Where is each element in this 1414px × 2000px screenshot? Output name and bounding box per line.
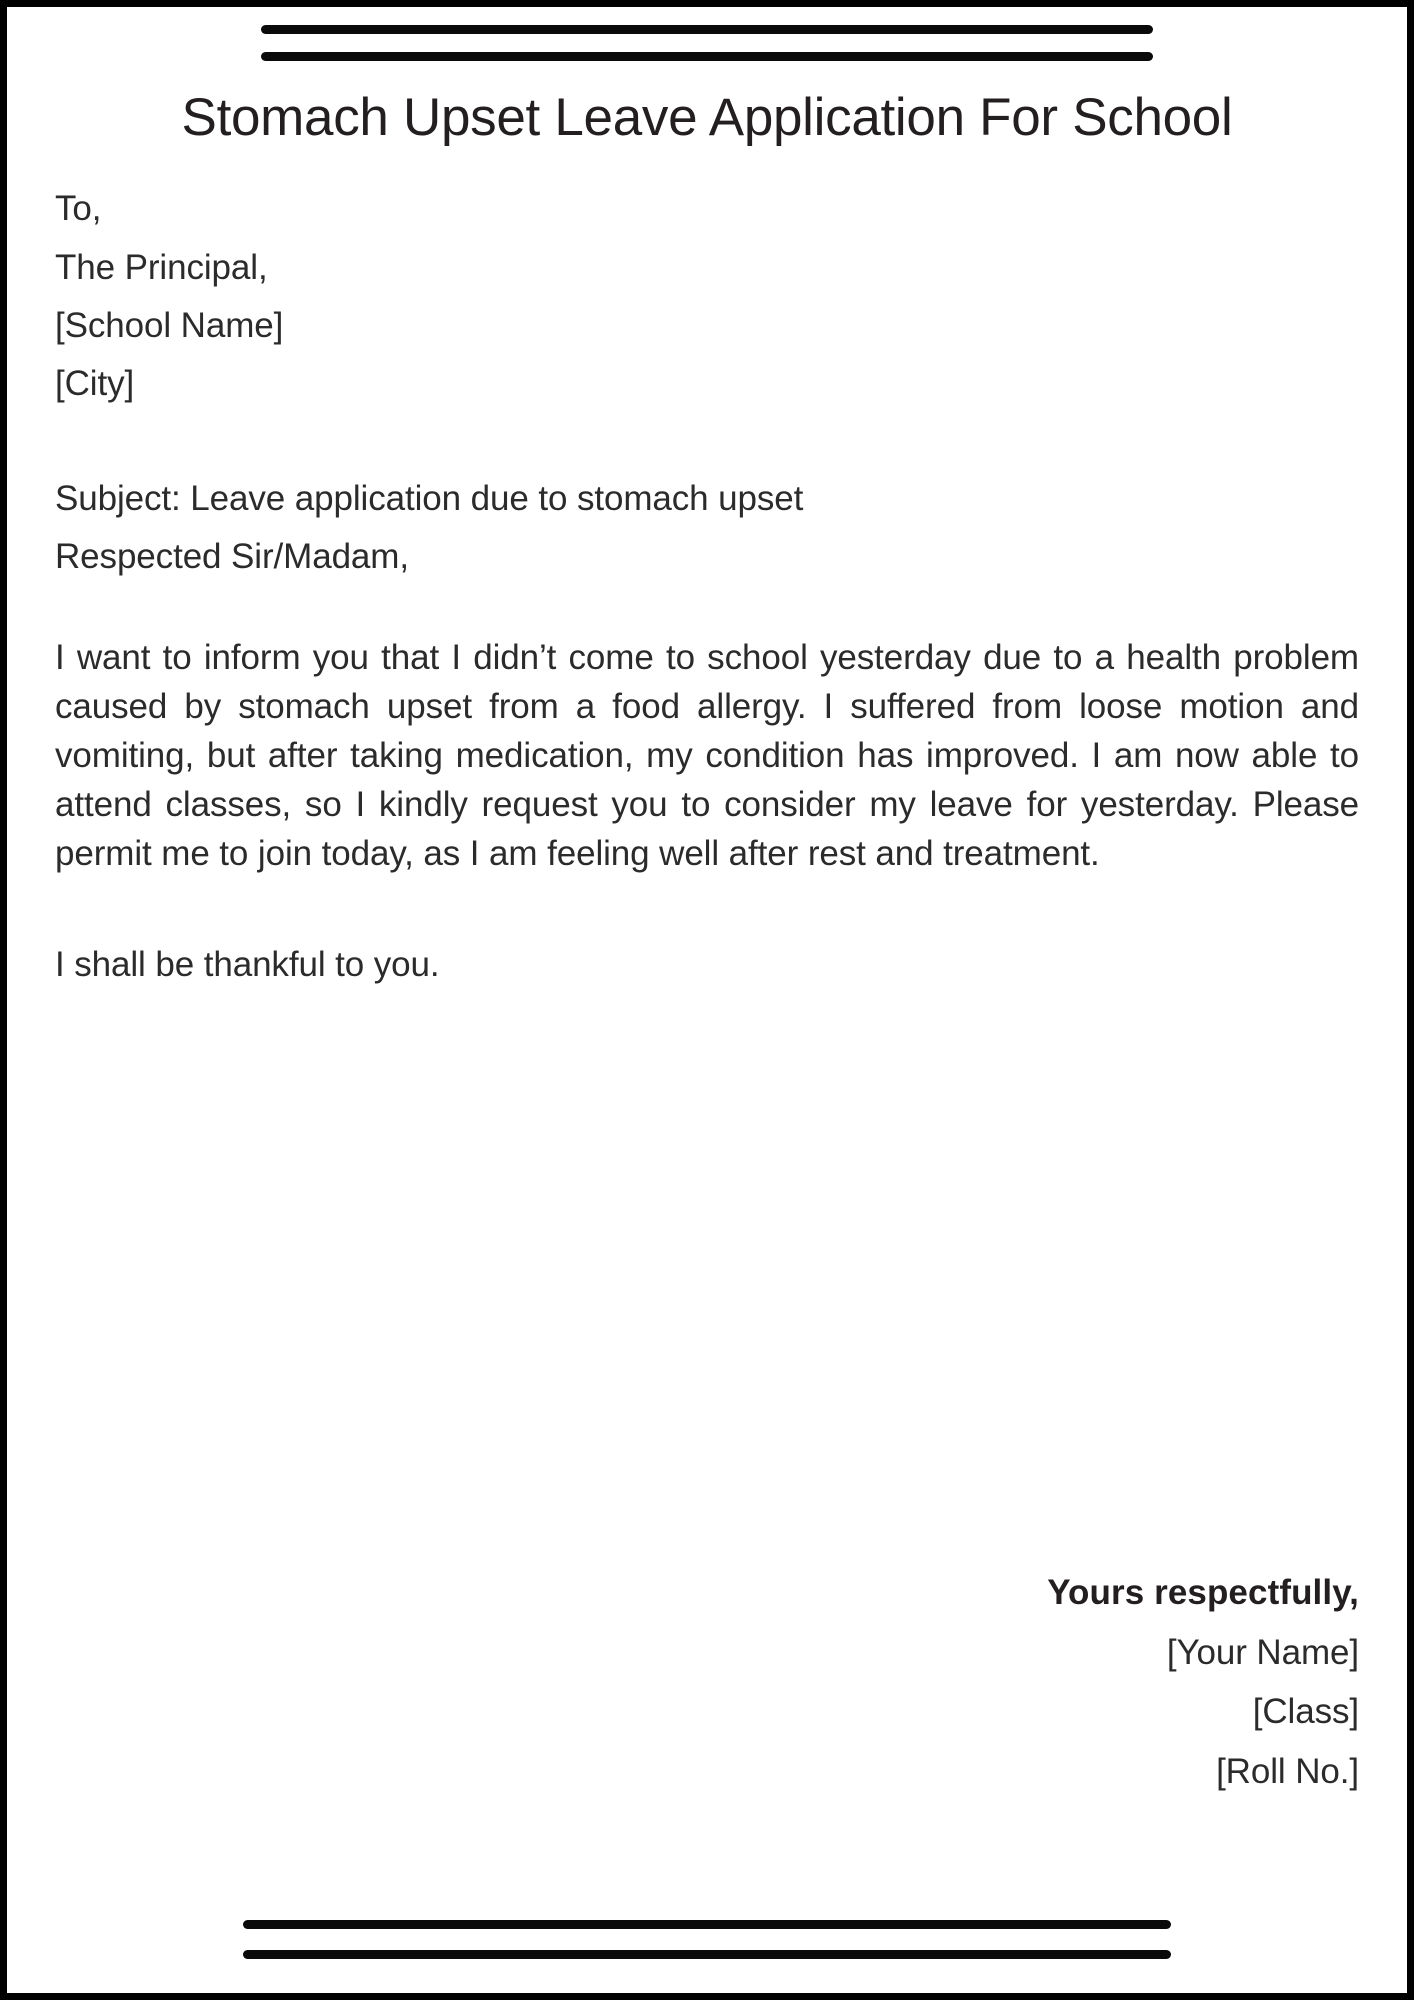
signer-class-placeholder: [Class] [1252, 1692, 1359, 1731]
address-block [55, 180, 1359, 414]
addressee-line: The Principal, [55, 247, 268, 287]
city-placeholder: [City] [55, 364, 135, 404]
top-rule-2 [261, 52, 1153, 61]
bottom-rule-decoration [7, 1920, 1407, 1959]
valediction: Yours respectfully, [1047, 1573, 1359, 1612]
body-paragraph: I want to inform you that I didn’t come to school yesterday due to a health problem caused by stomach upset from a food allergy. I suffered from loose motion and vomiting, but after taking medication, my condition has improved. I am now able to attend classes, so I kindly request you to consider my leave for yesterday. Please permit me to join today, as I am feeling well after rest and treatment. [55, 637, 1359, 873]
spacer-after-address [55, 414, 1359, 470]
top-rule-1 [261, 25, 1153, 34]
letter-body [55, 180, 1359, 994]
top-rule-decoration [7, 25, 1407, 61]
spacer-after-body [55, 878, 1359, 936]
school-name-placeholder: [School Name] [55, 305, 284, 345]
page-title: Stomach Upset Leave Application For School [181, 88, 1233, 147]
bottom-rule-1 [243, 1920, 1171, 1929]
signer-roll-placeholder: [Roll No.] [1216, 1751, 1359, 1791]
to-label: To, [55, 189, 102, 229]
signer-name-placeholder: [Your Name] [1166, 1632, 1359, 1672]
subject-line: Subject: Leave application due to stomach upset [55, 478, 804, 518]
signature-block [1047, 1563, 1359, 1801]
letter-sheet [7, 7, 1407, 1993]
salutation-line: Respected Sir/Madam, [55, 537, 409, 577]
spacer-before-body [55, 587, 1359, 633]
bottom-rule-2 [243, 1950, 1171, 1959]
closing-note: I shall be thankful to you. [55, 944, 440, 984]
